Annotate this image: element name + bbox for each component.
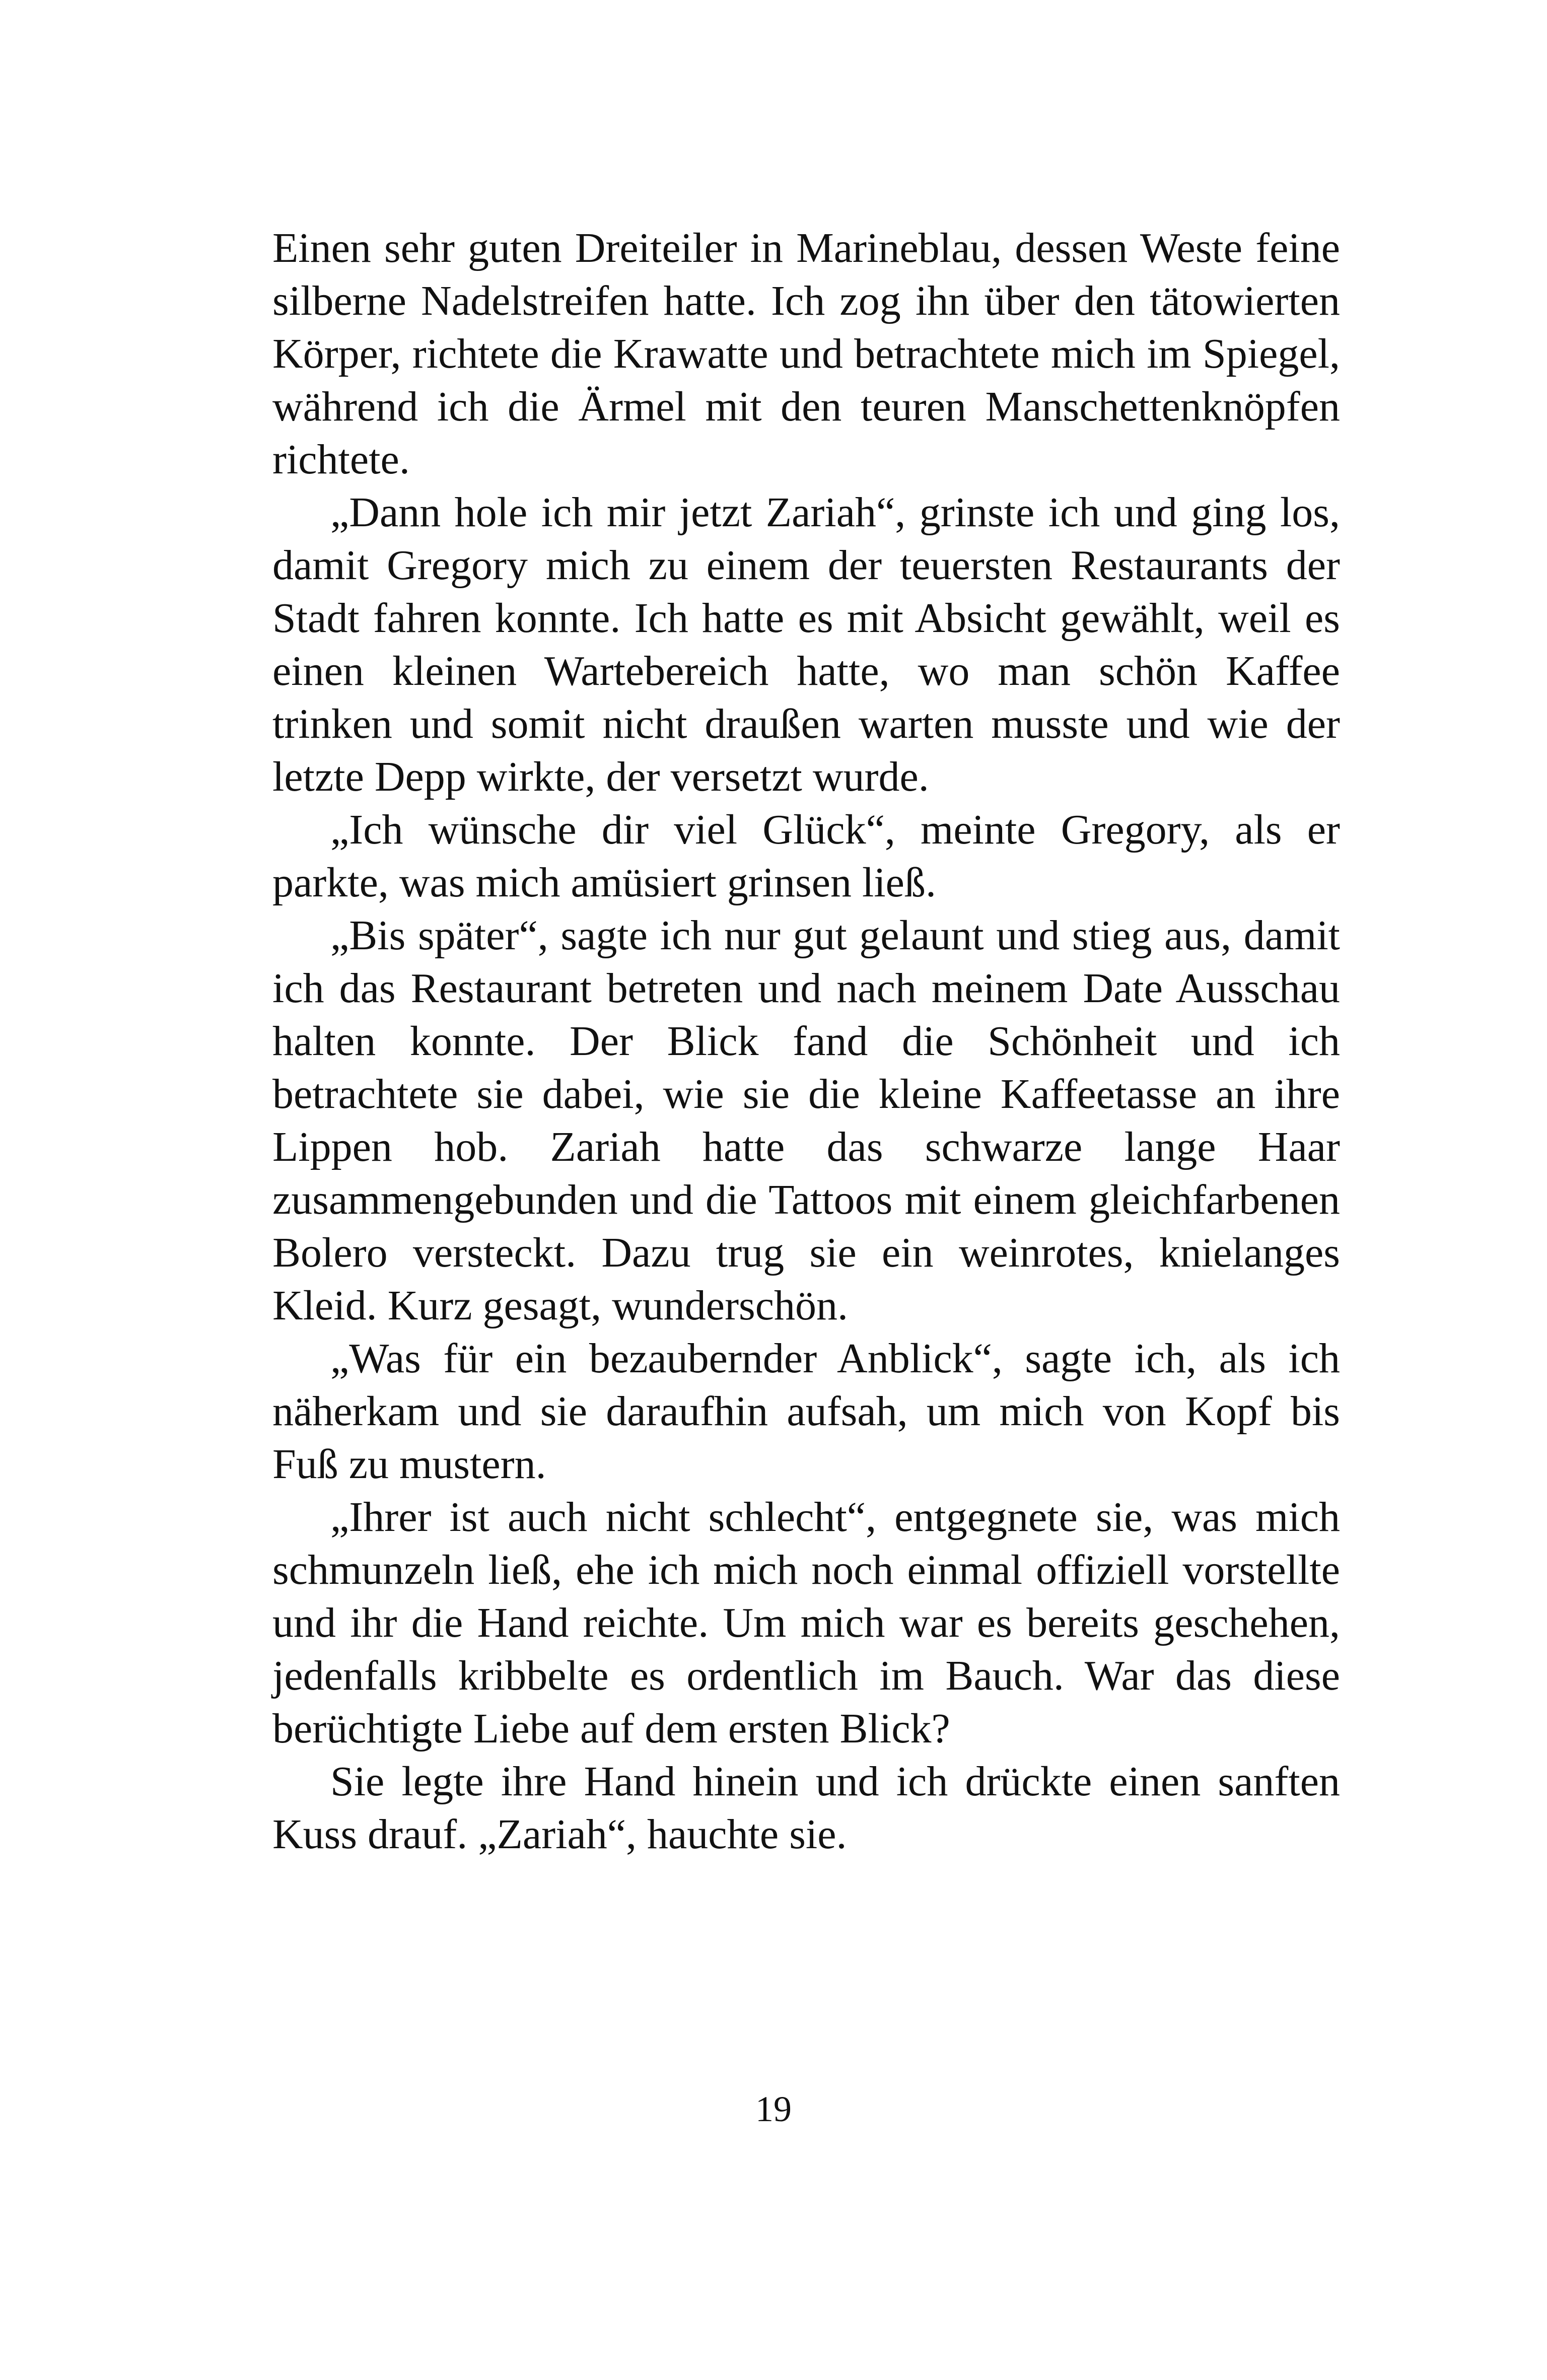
paragraph-3: „Ich wünsche dir viel Glück“, meinte Gregory, als er parkte, was mich amüsiert grinsen ließ.	[272, 806, 1340, 906]
paragraph-7: Sie legte ihre Hand hinein und ich drückte einen sanften Kuss drauf. „Zariah“, hauchte sie.	[272, 1758, 1340, 1858]
paragraph-6: „Ihrer ist auch nicht schlecht“, entgegnete sie, was mich schmunzeln ließ, ehe ich mich noch einmal offiziell vorstellte und ihr die Hand reichte. Um mich war es bereits geschehen, jedenfalls kribbelte es ordentlich im Bauch. War das diese berüchtigte Liebe auf dem ersten Blick?	[272, 1494, 1340, 1752]
paragraph-2: „Dann hole ich mir jetzt Zariah“, grinste ich und ging los, damit Gregory mich zu einem der teuersten Restaurants der Stadt fahren konnte. Ich hatte es mit Absicht gewählt, weil es einen kleinen Wartebereich hatte, wo man schön Kaffee trinken und somit nicht draußen warten musste und wie der letzte Depp wirkte, der versetzt wurde.	[272, 489, 1340, 800]
paragraph-1: Einen sehr guten Dreiteiler in Marineblau, dessen Weste feine silberne Nadelstreifen hatte. Ich zog ihn über den tätowierten Körper, richtete die Krawatte und betrachtete mich im Spiegel, während ich die Ärmel mit den teuren Manschettenknöpfen richtete.	[272, 225, 1340, 483]
paragraph-5: „Was für ein bezaubernder Anblick“, sagte ich, als ich näherkam und sie daraufhin aufsah, um mich von Kopf bis Fuß zu mustern.	[272, 1335, 1340, 1488]
body-text	[272, 222, 1340, 1861]
page-number: 19	[755, 2089, 792, 2129]
paragraph-4: „Bis später“, sagte ich nur gut gelaunt und stieg aus, damit ich das Restaurant betreten und nach meinem Date Ausschau halten konnte. Der Blick fand die Schönheit und ich betrachtete sie dabei, wie sie die kleine Kaffeetasse an ihre Lippen hob. Zariah hatte das schwarze lange Haar zusammengebunden und die Tattoos mit einem gleichfarbenen Bolero versteckt. Dazu trug sie ein weinrotes, knielanges Kleid. Kurz gesagt, wunderschön.	[272, 912, 1340, 1329]
